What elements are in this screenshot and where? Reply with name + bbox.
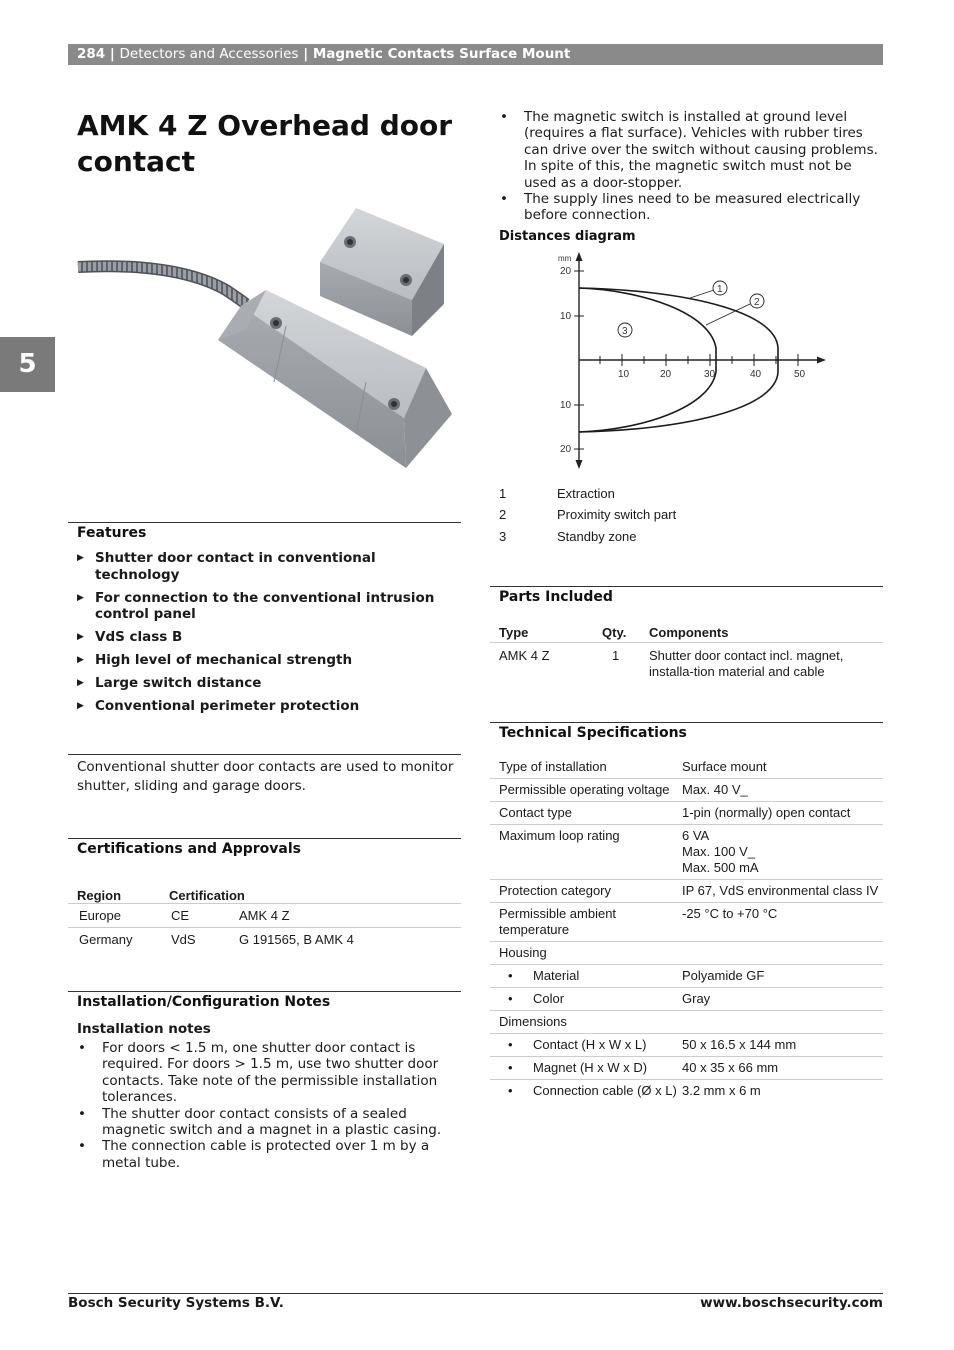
marker-label: 3: [622, 326, 628, 337]
y-tick-label: 10: [560, 400, 572, 411]
table-row: [68, 903, 461, 927]
installation-subheading: Installation notes: [77, 1021, 211, 1037]
table-row: Maximum loop rating 6 VA Max. 100 V_ Max. 500 mA: [490, 825, 883, 880]
product-photo: [76, 200, 461, 480]
specs-table: [490, 756, 883, 1102]
x-tick-label: 30: [704, 369, 716, 380]
installation-notes-list: [77, 1040, 463, 1171]
page-number: 284: [77, 46, 106, 62]
section-rule: [68, 991, 461, 992]
page-header: 284 | Detectors and Accessories | Magnetic Contacts Surface Mount: [68, 44, 883, 65]
installation-notes-list-continued: [499, 109, 885, 224]
x-tick-label: 50: [794, 369, 806, 380]
table-row: Permissible operating voltage Max. 40 V_: [490, 779, 883, 802]
certifications-heading: Certifications and Approvals: [77, 841, 301, 857]
table-row: Housing: [490, 942, 883, 965]
legend-item: 3 Standby zone: [499, 529, 637, 544]
y-tick-label: 10: [560, 311, 572, 322]
section-rule: [490, 722, 883, 723]
table-row: Contact type 1-pin (normally) open contact: [490, 802, 883, 825]
cell: Germany: [68, 927, 160, 951]
installation-heading: Installation/Configuration Notes: [77, 994, 331, 1010]
specs-heading: Technical Specifications: [499, 725, 687, 741]
table-row: • Material Polyamide GF: [490, 965, 883, 988]
footer-company: Bosch Security Systems B.V.: [68, 1295, 284, 1311]
table-row: [68, 927, 461, 951]
table-row: Type of installation Surface mount: [490, 756, 883, 779]
marker-label: 1: [717, 284, 723, 295]
table-row: • Connection cable (Ø x L) 3.2 mm x 6 m: [508, 1083, 761, 1098]
column-header: Region: [77, 887, 122, 903]
x-tick-label: 20: [660, 369, 672, 380]
header-subsection: Magnetic Contacts Surface Mount: [312, 46, 571, 62]
marker-label: 2: [754, 297, 760, 308]
footer-website[interactable]: www.boschsecurity.com: [700, 1295, 883, 1311]
description: Conventional shutter door contacts are used to monitor shutter, sliding and garage doors.: [77, 759, 454, 794]
features-list: [77, 550, 461, 721]
legend-item: 2 Proximity switch part: [499, 507, 677, 522]
cell: AMK 4 Z: [228, 903, 461, 927]
cell: Shutter door contact incl. magnet, installa-tion material and cable: [649, 647, 844, 679]
list-item: • For doors < 1.5 m, one shutter door contact is required. For doors > 1.5 m, use two shutter door contacts. Take note of the permissible installation tolerances.: [78, 1040, 439, 1106]
table-row: Permissible ambient temperature -25 °C to +70 °C: [490, 903, 883, 942]
diagram-heading: Distances diagram: [499, 229, 636, 244]
feature-item: ▶ Conventional perimeter protection: [77, 698, 360, 714]
section-rule: [68, 754, 461, 755]
cell: Europe: [68, 903, 160, 927]
list-item: • The magnetic switch is installed at ground level (requires a flat surface). Vehicles with rubber tires can drive over the switch without causing problems. In spite of this, the magnetic switch must not be used as a door-stopper.: [500, 109, 878, 191]
section-rule: [68, 522, 461, 523]
table-row: • Contact (H x W x L) 50 x 16.5 x 144 mm: [490, 1034, 883, 1057]
section-rule: [490, 586, 883, 587]
y-tick-label: 20: [560, 266, 572, 277]
cell: 1: [612, 647, 620, 663]
table-row: Protection category IP 67, VdS environmental class IV: [490, 880, 883, 903]
feature-item: ▶ For connection to the conventional intrusion control panel: [77, 589, 435, 622]
page-title: AMK 4 Z Overhead door contact: [77, 109, 453, 178]
table-row: Dimensions: [490, 1011, 883, 1034]
footer-rule: [68, 1293, 883, 1294]
section-rule: [68, 838, 461, 839]
list-item: • The shutter door contact consists of a sealed magnetic switch and a magnet in a plastic casing.: [78, 1105, 442, 1139]
feature-item: ▶ High level of mechanical strength: [77, 652, 353, 668]
cell: VdS: [160, 927, 228, 951]
column-header: Components: [649, 622, 883, 642]
features-heading: Features: [77, 525, 147, 541]
cell: CE: [160, 903, 228, 927]
table-row: • Color Gray: [490, 988, 883, 1011]
table-row: [490, 642, 883, 680]
unit-label: mm: [558, 254, 572, 263]
parts-heading: Parts Included: [499, 589, 613, 605]
distances-diagram: [550, 250, 830, 475]
feature-item: ▶ Shutter door contact in conventional technology: [77, 550, 376, 583]
legend-item: 1 Extraction: [499, 486, 615, 501]
header-section: Detectors and Accessories: [119, 46, 299, 62]
certifications-table: [68, 884, 461, 951]
feature-item: ▶ Large switch distance: [77, 675, 262, 691]
column-header: Qty.: [602, 622, 649, 642]
list-item: • The supply lines need to be measured electrically before connection.: [500, 191, 861, 224]
cell: G 191565, B AMK 4: [228, 927, 461, 951]
column-header: Certification: [169, 887, 245, 903]
x-tick-label: 10: [618, 369, 630, 380]
feature-item: ▶ VdS class B: [77, 629, 183, 645]
parts-table: [490, 622, 883, 680]
table-row: • Magnet (H x W x D) 40 x 35 x 66 mm: [490, 1057, 883, 1080]
cell: AMK 4 Z: [499, 647, 550, 663]
column-header: Type: [490, 622, 602, 642]
chapter-tab: 5: [0, 337, 55, 392]
x-tick-label: 40: [750, 369, 762, 380]
y-tick-label: 20: [560, 444, 572, 455]
list-item: • The connection cable is protected over 1 m by a metal tube.: [78, 1138, 430, 1171]
